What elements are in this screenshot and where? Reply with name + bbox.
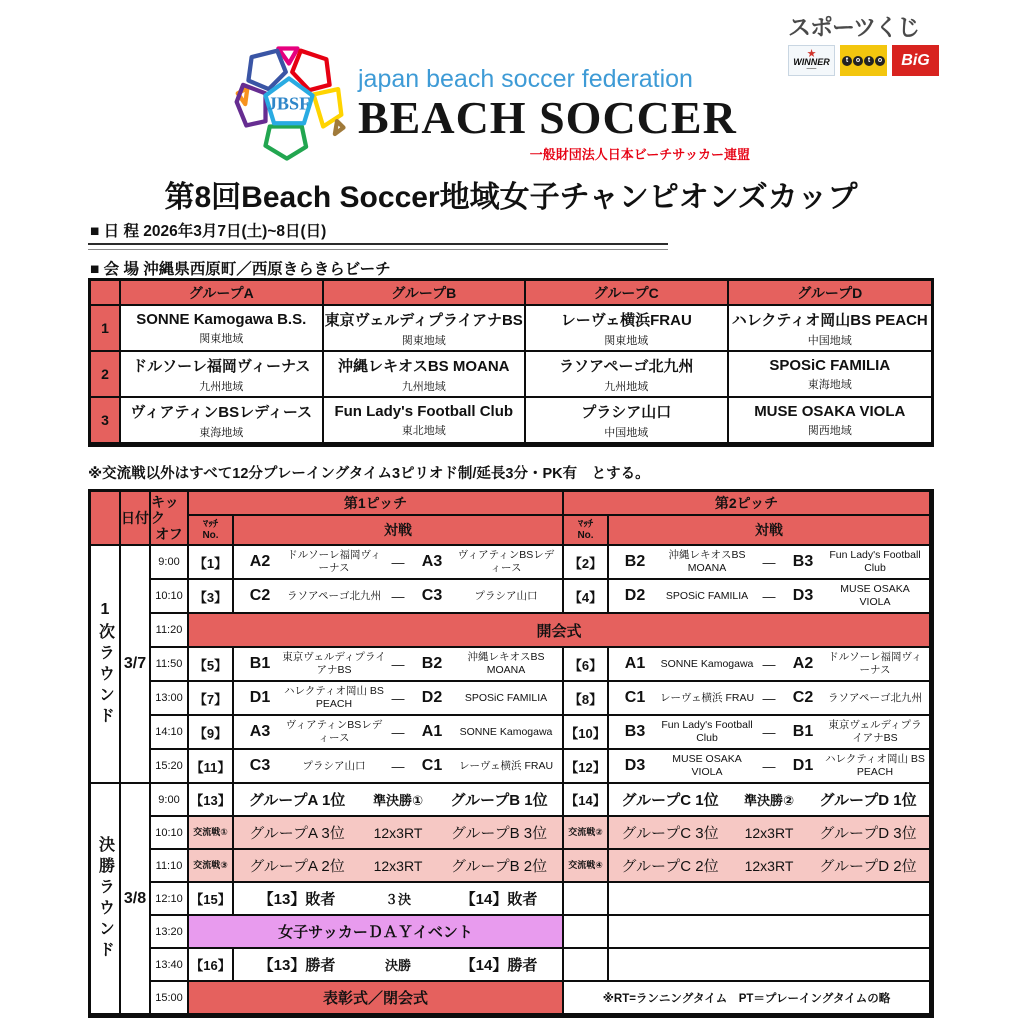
kickoff-time: 13:00 bbox=[151, 682, 189, 716]
federation-name-en: japan beach soccer federation bbox=[358, 65, 693, 93]
versus-header: 対戦 bbox=[234, 516, 564, 546]
team-cell: 沖縄レキオスBS MOANA 九州地域 bbox=[324, 352, 527, 398]
final-pairing: 【13】勝者 決勝 【14】勝者 bbox=[234, 949, 564, 982]
round1-label: 1次ラウンド bbox=[91, 546, 121, 784]
kickoff-column-header: キック オフ bbox=[151, 492, 189, 546]
sports-lottery-wordmark: スポーツくじ bbox=[788, 14, 920, 40]
round2-date: 3/8 bbox=[121, 784, 151, 1015]
friendly-pairing: グループC 3位 12x3RT グループD 3位 bbox=[609, 817, 931, 850]
match-number: 【13】 bbox=[189, 784, 234, 817]
kickoff-time: 11:20 bbox=[151, 614, 189, 648]
friendly-pairing: グループC 2位 12x3RT グループD 2位 bbox=[609, 850, 931, 883]
vs-dash: ― bbox=[391, 554, 405, 570]
sports-lottery-block bbox=[788, 16, 944, 76]
empty-cell bbox=[609, 916, 931, 949]
soccer-ball-icon bbox=[230, 40, 348, 166]
date-value: 2026年3月7日(土)~8日(日) bbox=[143, 223, 327, 240]
match-pairing: C3 プラシア山口 ― C1 レーヴェ横浜 FRAU bbox=[234, 750, 564, 784]
empty-cell bbox=[609, 883, 931, 916]
match-number: 【11】 bbox=[189, 750, 234, 784]
match-pairing: C2 ラソアペーゴ北九州 ― C3 プラシア山口 bbox=[234, 580, 564, 614]
federation-brand bbox=[358, 66, 750, 163]
abbreviation-note: ※RT=ランニングタイム PT＝プレーイングタイムの略 bbox=[564, 982, 931, 1015]
team-cell: ヴィアティンBSレディース 東海地域 bbox=[121, 398, 324, 444]
match-number: 【16】 bbox=[189, 949, 234, 982]
opening-ceremony-row: 開会式 bbox=[189, 614, 931, 648]
federation-name-jp: 一般財団法人日本ビーチサッカー連盟 bbox=[529, 146, 750, 162]
team-cell: SPOSiC FAMILIA 東海地域 bbox=[729, 352, 932, 398]
page-title: 第8回Beach Soccer地域女子チャンピオンズカップ bbox=[164, 181, 858, 214]
kickoff-time: 10:10 bbox=[151, 817, 189, 850]
empty-cell bbox=[609, 949, 931, 982]
womens-soccer-day-event-row: 女子サッカーＤＡＹイベント bbox=[189, 916, 564, 949]
vs-dash: ― bbox=[391, 656, 405, 672]
vs-dash: ― bbox=[762, 656, 776, 672]
team-cell: プラシア山口 中国地域 bbox=[526, 398, 729, 444]
venue-value: 沖縄県西原町／西原きらきらビーチ bbox=[143, 261, 391, 278]
empty-cell bbox=[564, 883, 609, 916]
vs-dash: ― bbox=[762, 758, 776, 774]
pitch1-header: 第1ピッチ bbox=[189, 492, 564, 516]
semifinal-pairing: グループC 1位 準決勝② グループD 1位 bbox=[609, 784, 931, 817]
match-number: 【9】 bbox=[189, 716, 234, 750]
match-number: 【10】 bbox=[564, 716, 609, 750]
friendly-pairing: グループA 3位 12x3RT グループB 3位 bbox=[234, 817, 564, 850]
round2-label: 決勝ラウンド bbox=[91, 784, 121, 1015]
vs-dash: ― bbox=[762, 554, 776, 570]
vs-dash: ― bbox=[762, 724, 776, 740]
schedule-table bbox=[88, 489, 934, 1018]
kickoff-time: 11:50 bbox=[151, 648, 189, 682]
kickoff-time: 9:00 bbox=[151, 546, 189, 580]
kickoff-time: 9:00 bbox=[151, 784, 189, 817]
team-cell: ドルソーレ福岡ヴィーナス 九州地域 bbox=[121, 352, 324, 398]
match-number: 【4】 bbox=[564, 580, 609, 614]
match-number: 【12】 bbox=[564, 750, 609, 784]
match-number: 【7】 bbox=[189, 682, 234, 716]
jbsf-ball-logo bbox=[230, 40, 348, 171]
friendly-match-number: 交流戦② bbox=[564, 817, 609, 850]
match-no-header: ﾏｯﾁ No. bbox=[564, 516, 609, 546]
friendly-match-number: 交流戦③ bbox=[189, 850, 234, 883]
rules-note: ※交流戦以外はすべて12分プレーイングタイム3ピリオド制/延長3分・PK有 とする。 bbox=[88, 466, 650, 482]
match-pairing: D2 SPOSiC FAMILIA ― D3 MUSE OSAKA VIOLA bbox=[609, 580, 931, 614]
match-number: 【6】 bbox=[564, 648, 609, 682]
group-row-number: 1 bbox=[91, 306, 121, 352]
underline bbox=[88, 243, 668, 250]
group-a-header: グループA bbox=[121, 281, 324, 306]
match-pairing: B1 東京ヴェルディプライアナBS ― B2 沖縄レキオスBS MOANA bbox=[234, 648, 564, 682]
kickoff-time: 13:20 bbox=[151, 916, 189, 949]
round1-date: 3/7 bbox=[121, 546, 151, 784]
match-number: 【14】 bbox=[564, 784, 609, 817]
group-table bbox=[88, 278, 934, 447]
group-row-number: 2 bbox=[91, 352, 121, 398]
team-cell: レーヴェ横浜FRAU 関東地域 bbox=[526, 306, 729, 352]
round-column-header bbox=[91, 492, 121, 546]
match-pairing: A3 ヴィアティンBSレディース ― A1 SONNE Kamogawa bbox=[234, 716, 564, 750]
match-pairing: D3 MUSE OSAKA VIOLA ― D1 ハレクティオ岡山 BS PEACH bbox=[609, 750, 931, 784]
friendly-match-number: 交流戦① bbox=[189, 817, 234, 850]
vs-dash: ― bbox=[391, 690, 405, 706]
empty-cell bbox=[564, 916, 609, 949]
match-pairing: A2 ドルソーレ福岡ヴィーナス ― A3 ヴィアティンBSレディース bbox=[234, 546, 564, 580]
kickoff-time: 11:10 bbox=[151, 850, 189, 883]
kickoff-time: 14:10 bbox=[151, 716, 189, 750]
match-number: 【15】 bbox=[189, 883, 234, 916]
group-table-corner bbox=[91, 281, 121, 306]
team-cell: 東京ヴェルディプライアナBS 関東地域 bbox=[324, 306, 527, 352]
jbsf-monogram: JBSF bbox=[267, 93, 311, 114]
team-cell: Fun Lady's Football Club 東北地域 bbox=[324, 398, 527, 444]
versus-header: 対戦 bbox=[609, 516, 931, 546]
kickoff-time: 15:00 bbox=[151, 982, 189, 1015]
team-cell: SONNE Kamogawa B.S. 関東地域 bbox=[121, 306, 324, 352]
team-cell: MUSE OSAKA VIOLA 関西地域 bbox=[729, 398, 932, 444]
group-row-number: 3 bbox=[91, 398, 121, 444]
vs-dash: ― bbox=[391, 758, 405, 774]
match-pairing: B3 Fun Lady's Football Club ― B1 東京ヴェルディプライアナBS bbox=[609, 716, 931, 750]
match-pairing: D1 ハレクティオ岡山 BS PEACH ― D2 SPOSiC FAMILIA bbox=[234, 682, 564, 716]
kickoff-time: 13:40 bbox=[151, 949, 189, 982]
group-d-header: グループD bbox=[729, 281, 932, 306]
beach-soccer-wordmark: BEACH SOCCER bbox=[358, 91, 737, 143]
event-venue-line bbox=[88, 254, 668, 281]
match-number: 【5】 bbox=[189, 648, 234, 682]
big-logo: BiG bbox=[892, 45, 939, 76]
kickoff-time: 15:20 bbox=[151, 750, 189, 784]
venue-label: ■ 会 場 bbox=[90, 261, 139, 278]
empty-cell bbox=[564, 949, 609, 982]
event-date-line bbox=[88, 216, 668, 243]
friendly-pairing: グループA 2位 12x3RT グループB 2位 bbox=[234, 850, 564, 883]
match-pairing: C1 レーヴェ横浜 FRAU ― C2 ラソアペーゴ北九州 bbox=[609, 682, 931, 716]
group-b-header: グループB bbox=[324, 281, 527, 306]
match-pairing: B2 沖縄レキオスBS MOANA ― B3 Fun Lady's Football Club bbox=[609, 546, 931, 580]
match-no-header: ﾏｯﾁ No. bbox=[189, 516, 234, 546]
semifinal-pairing: グループA 1位 準決勝① グループB 1位 bbox=[234, 784, 564, 817]
third-place-pairing: 【13】敗者 ３決 【14】敗者 bbox=[234, 883, 564, 916]
team-cell: ラソアペーゴ北九州 九州地域 bbox=[526, 352, 729, 398]
date-column-header: 日付 bbox=[121, 492, 151, 546]
match-number: 【8】 bbox=[564, 682, 609, 716]
kickoff-time: 12:10 bbox=[151, 883, 189, 916]
winner-star-icon: ★ bbox=[806, 47, 817, 60]
lottery-logo-row bbox=[788, 45, 944, 76]
match-number: 【2】 bbox=[564, 546, 609, 580]
pitch2-header: 第2ピッチ bbox=[564, 492, 931, 516]
date-label: ■ 日 程 bbox=[90, 223, 139, 240]
closing-ceremony-row: 表彰式／閉会式 bbox=[189, 982, 564, 1015]
friendly-match-number: 交流戦④ bbox=[564, 850, 609, 883]
vs-dash: ― bbox=[391, 588, 405, 604]
match-number: 【1】 bbox=[189, 546, 234, 580]
match-number: 【3】 bbox=[189, 580, 234, 614]
winner-logo: ★ WINNER ━━━━ bbox=[788, 45, 835, 76]
match-pairing: A1 SONNE Kamogawa ― A2 ドルソーレ福岡ヴィーナス bbox=[609, 648, 931, 682]
kickoff-time: 10:10 bbox=[151, 580, 189, 614]
team-cell: ハレクティオ岡山BS PEACH 中国地域 bbox=[729, 306, 932, 352]
vs-dash: ― bbox=[762, 588, 776, 604]
vs-dash: ― bbox=[391, 724, 405, 740]
toto-logo: t o t o bbox=[840, 45, 887, 76]
vs-dash: ― bbox=[762, 690, 776, 706]
group-c-header: グループC bbox=[526, 281, 729, 306]
